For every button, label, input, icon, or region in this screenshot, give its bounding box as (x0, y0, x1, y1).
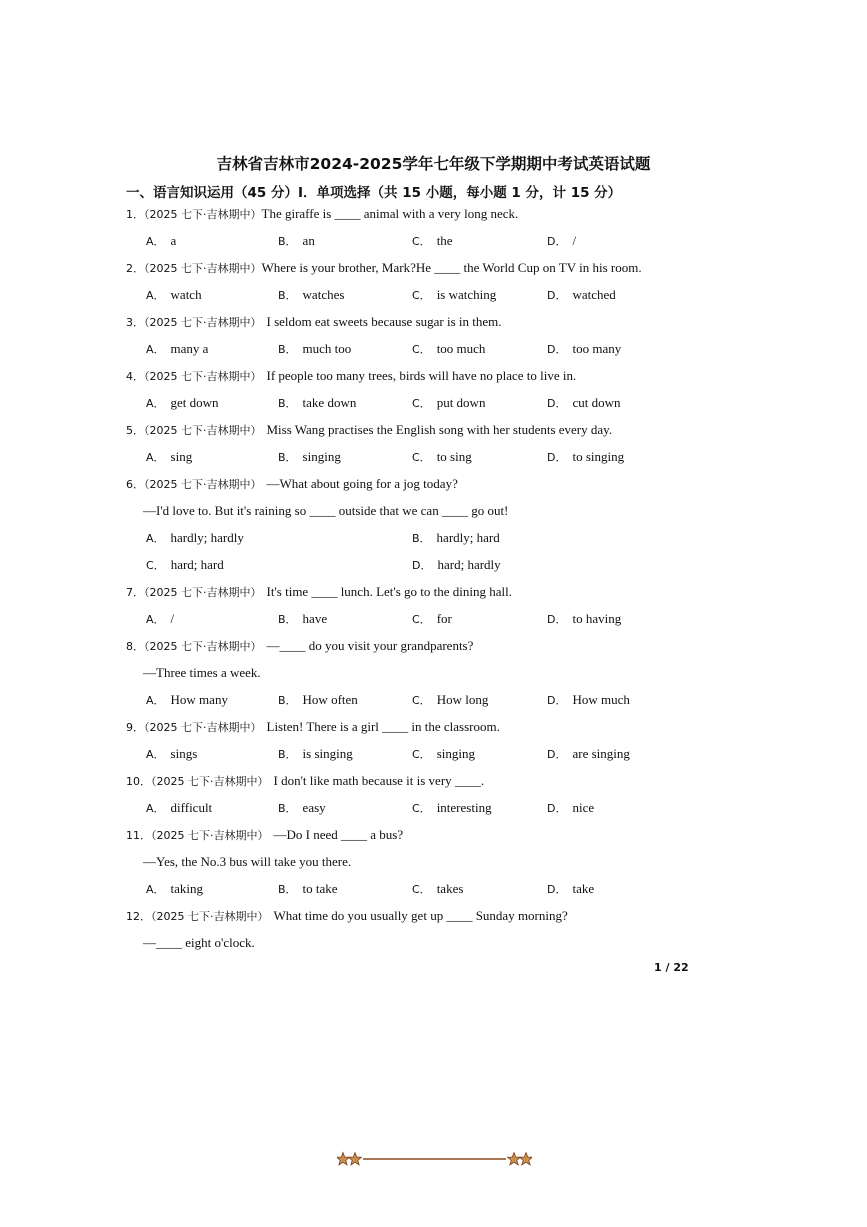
option-text: many a (170, 341, 209, 356)
option-b (412, 530, 500, 546)
option-letter: D． (547, 748, 567, 761)
option-text: are singing (572, 746, 630, 761)
option-text: How long (436, 692, 489, 707)
page-title: 吉林省吉林市2024-2025学年七年级下学期期中考试英语试题 (216, 155, 651, 173)
option-letter: A． (146, 343, 165, 356)
question-source-tag: （2025 七下·吉林期中） (151, 829, 269, 842)
option-letter: C． (412, 451, 431, 464)
option-d (547, 611, 621, 627)
dialogue-line: —I'd love to. But it's raining so ____ outside that we can ____ go out! (143, 503, 509, 518)
option-letter: D． (547, 235, 567, 248)
option-letter: B． (278, 343, 297, 356)
question-text: The giraffe is ____ animal with a very long neck. (261, 206, 519, 221)
option-letter: B． (278, 802, 297, 815)
option-c (412, 395, 485, 411)
option-a (146, 881, 203, 897)
option-letter: A． (146, 235, 165, 248)
question-text: If people too many trees, birds will have no place to live in. (266, 368, 577, 383)
option-b (278, 881, 338, 897)
option-text: singing (436, 746, 475, 761)
question-text: Where is your brother, Mark?He ____ the World Cup on TV in his room. (261, 260, 642, 275)
option-text: sing (170, 449, 193, 464)
option-c (412, 611, 452, 627)
option-letter: C． (412, 613, 431, 626)
option-text: How often (302, 692, 358, 707)
question-2 (126, 260, 642, 276)
question-source-tag: （2025 七下·吉林期中） (144, 478, 262, 491)
option-c (412, 800, 492, 816)
option-letter: A． (146, 748, 165, 761)
option-a (146, 530, 244, 546)
option-d (547, 800, 594, 816)
option-text: to singing (572, 449, 625, 464)
question-number: 3． (126, 316, 144, 329)
star-divider-icon (337, 1151, 532, 1167)
option-letter: A． (146, 613, 165, 626)
option-d (547, 341, 621, 357)
question-text: I seldom eat sweets because sugar is in them. (266, 314, 502, 329)
option-a (146, 800, 212, 816)
option-a (146, 287, 202, 303)
option-letter: C． (412, 289, 431, 302)
option-letter: D． (412, 559, 432, 572)
question-source-tag: （2025 七下·吉林期中） (144, 640, 262, 653)
option-letter: B． (278, 613, 297, 626)
question-11 (126, 827, 403, 843)
option-letter: A． (146, 883, 165, 896)
question-source-tag: （2025 七下·吉林期中） (151, 775, 269, 788)
question-10 (126, 773, 484, 789)
option-c (412, 287, 496, 303)
question-number: 6． (126, 478, 144, 491)
option-c (146, 557, 224, 573)
option-text: taking (170, 881, 204, 896)
question-number: 2． (126, 262, 144, 275)
option-c (412, 233, 453, 249)
option-text: much too (302, 341, 352, 356)
question-number: 12． (126, 910, 151, 923)
option-text: put down (436, 395, 486, 410)
question-text: Miss Wang practises the English song with her students every day. (266, 422, 613, 437)
option-c (412, 881, 463, 897)
option-a (146, 233, 176, 249)
question-9 (126, 719, 500, 735)
option-letter: D． (547, 289, 567, 302)
option-c (412, 341, 485, 357)
option-letter: A． (146, 532, 165, 545)
option-a (146, 746, 197, 762)
option-letter: D． (547, 694, 567, 707)
option-text: How many (170, 692, 228, 707)
option-c (412, 449, 472, 465)
question-8 (126, 638, 473, 654)
option-text: to sing (436, 449, 472, 464)
option-letter: C． (412, 397, 431, 410)
option-text: get down (170, 395, 219, 410)
question-4 (126, 368, 576, 384)
option-text: is singing (302, 746, 353, 761)
option-letter: B． (412, 532, 431, 545)
option-d (547, 746, 630, 762)
option-text: hard; hard (170, 557, 224, 572)
question-number: 1． (126, 208, 144, 221)
option-letter: C． (412, 235, 431, 248)
page-number: 1 / 22 (654, 961, 689, 974)
question-number: 5． (126, 424, 144, 437)
dialogue-line: —____ eight o'clock. (143, 935, 255, 950)
option-text: hard; hardly (437, 557, 501, 572)
option-b (278, 287, 344, 303)
question-source-tag: （2025 七下·吉林期中） (144, 586, 262, 599)
option-a (146, 449, 192, 465)
option-letter: B． (278, 451, 297, 464)
option-text: take down (302, 395, 357, 410)
question-number: 9． (126, 721, 144, 734)
dialogue-line: —Yes, the No.3 bus will take you there. (143, 854, 352, 869)
option-text: watches (302, 287, 345, 302)
question-number: 10． (126, 775, 151, 788)
option-b (278, 692, 358, 708)
option-letter: D． (547, 802, 567, 815)
option-c (412, 746, 475, 762)
question-12 (126, 908, 568, 924)
option-text: easy (302, 800, 326, 815)
option-d (547, 233, 576, 249)
option-b (278, 395, 356, 411)
option-text: sings (170, 746, 198, 761)
option-text: is watching (436, 287, 497, 302)
option-letter: A． (146, 397, 165, 410)
question-7 (126, 584, 512, 600)
option-b (278, 611, 327, 627)
option-text: to take (302, 881, 338, 896)
option-text: singing (302, 449, 341, 464)
option-letter: C． (412, 694, 431, 707)
option-d (547, 692, 630, 708)
option-a (146, 341, 208, 357)
question-text: What time do you usually get up ____ Sunday morning? (273, 908, 568, 923)
option-letter: B． (278, 397, 297, 410)
option-d (547, 449, 624, 465)
option-letter: C． (412, 883, 431, 896)
option-letter: B． (278, 883, 297, 896)
question-source-tag: （2025 七下·吉林期中） (151, 910, 269, 923)
question-number: 7． (126, 586, 144, 599)
option-letter: B． (278, 289, 297, 302)
option-text: takes (436, 881, 464, 896)
option-text: take (572, 881, 595, 896)
question-source-tag: （2025 七下·吉林期中） (144, 316, 262, 329)
option-letter: D． (547, 613, 567, 626)
option-c (412, 692, 488, 708)
option-text: for (436, 611, 452, 626)
option-d (547, 881, 594, 897)
option-letter: A． (146, 802, 165, 815)
question-3 (126, 314, 502, 330)
question-source-tag: （2025 七下·吉林期中） (144, 262, 262, 275)
option-letter: D． (547, 397, 567, 410)
option-text: hardly; hardly (170, 530, 244, 545)
option-text: difficult (170, 800, 213, 815)
option-text: / (170, 611, 175, 626)
option-b (278, 800, 326, 816)
option-text: watched (572, 287, 616, 302)
option-letter: A． (146, 451, 165, 464)
option-letter: C． (146, 559, 165, 572)
option-letter: D． (547, 343, 567, 356)
option-letter: A． (146, 289, 165, 302)
question-number: 4． (126, 370, 144, 383)
question-6 (126, 476, 458, 492)
option-a (146, 611, 174, 627)
dialogue-line: —Three times a week. (143, 665, 261, 680)
option-text: a (170, 233, 177, 248)
option-text: an (302, 233, 315, 248)
question-source-tag: （2025 七下·吉林期中） (144, 370, 262, 383)
option-letter: B． (278, 748, 297, 761)
option-letter: D． (547, 883, 567, 896)
option-text: too many (572, 341, 622, 356)
option-text: watch (170, 287, 202, 302)
option-b (278, 449, 341, 465)
option-text: too much (436, 341, 486, 356)
option-letter: B． (278, 694, 297, 707)
option-text: have (302, 611, 328, 626)
option-text: the (436, 233, 453, 248)
question-5 (126, 422, 612, 438)
question-number: 8． (126, 640, 144, 653)
question-text: Listen! There is a girl ____ in the classroom. (266, 719, 500, 734)
question-number: 11． (126, 829, 151, 842)
section-heading: 一、语言知识运用（45 分）Ⅰ．单项选择（共 15 小题，每小题 1 分，计 15 分） (126, 185, 622, 201)
option-b (278, 746, 353, 762)
option-text: cut down (572, 395, 621, 410)
option-a (146, 395, 219, 411)
question-source-tag: （2025 七下·吉林期中） (144, 424, 262, 437)
option-letter: C． (412, 343, 431, 356)
option-d (412, 557, 501, 573)
question-text: —What about going for a jog today? (266, 476, 458, 491)
option-text: How much (572, 692, 630, 707)
question-text: —____ do you visit your grandparents? (266, 638, 474, 653)
question-source-tag: （2025 七下·吉林期中） (144, 721, 262, 734)
option-text: nice (572, 800, 595, 815)
option-d (547, 287, 616, 303)
option-text: to having (572, 611, 622, 626)
question-text: It's time ____ lunch. Let's go to the dining hall. (266, 584, 513, 599)
option-b (278, 341, 351, 357)
question-1 (126, 206, 518, 222)
option-letter: C． (412, 802, 431, 815)
option-text: interesting (436, 800, 492, 815)
question-text: I don't like math because it is very ____. (273, 773, 485, 788)
question-source-tag: （2025 七下·吉林期中） (144, 208, 262, 221)
option-letter: C． (412, 748, 431, 761)
option-letter: D． (547, 451, 567, 464)
option-letter: B． (278, 235, 297, 248)
option-b (278, 233, 315, 249)
option-letter: A． (146, 694, 165, 707)
option-d (547, 395, 621, 411)
question-text: —Do I need ____ a bus? (273, 827, 404, 842)
option-a (146, 692, 228, 708)
option-text: / (572, 233, 577, 248)
option-text: hardly; hard (436, 530, 500, 545)
